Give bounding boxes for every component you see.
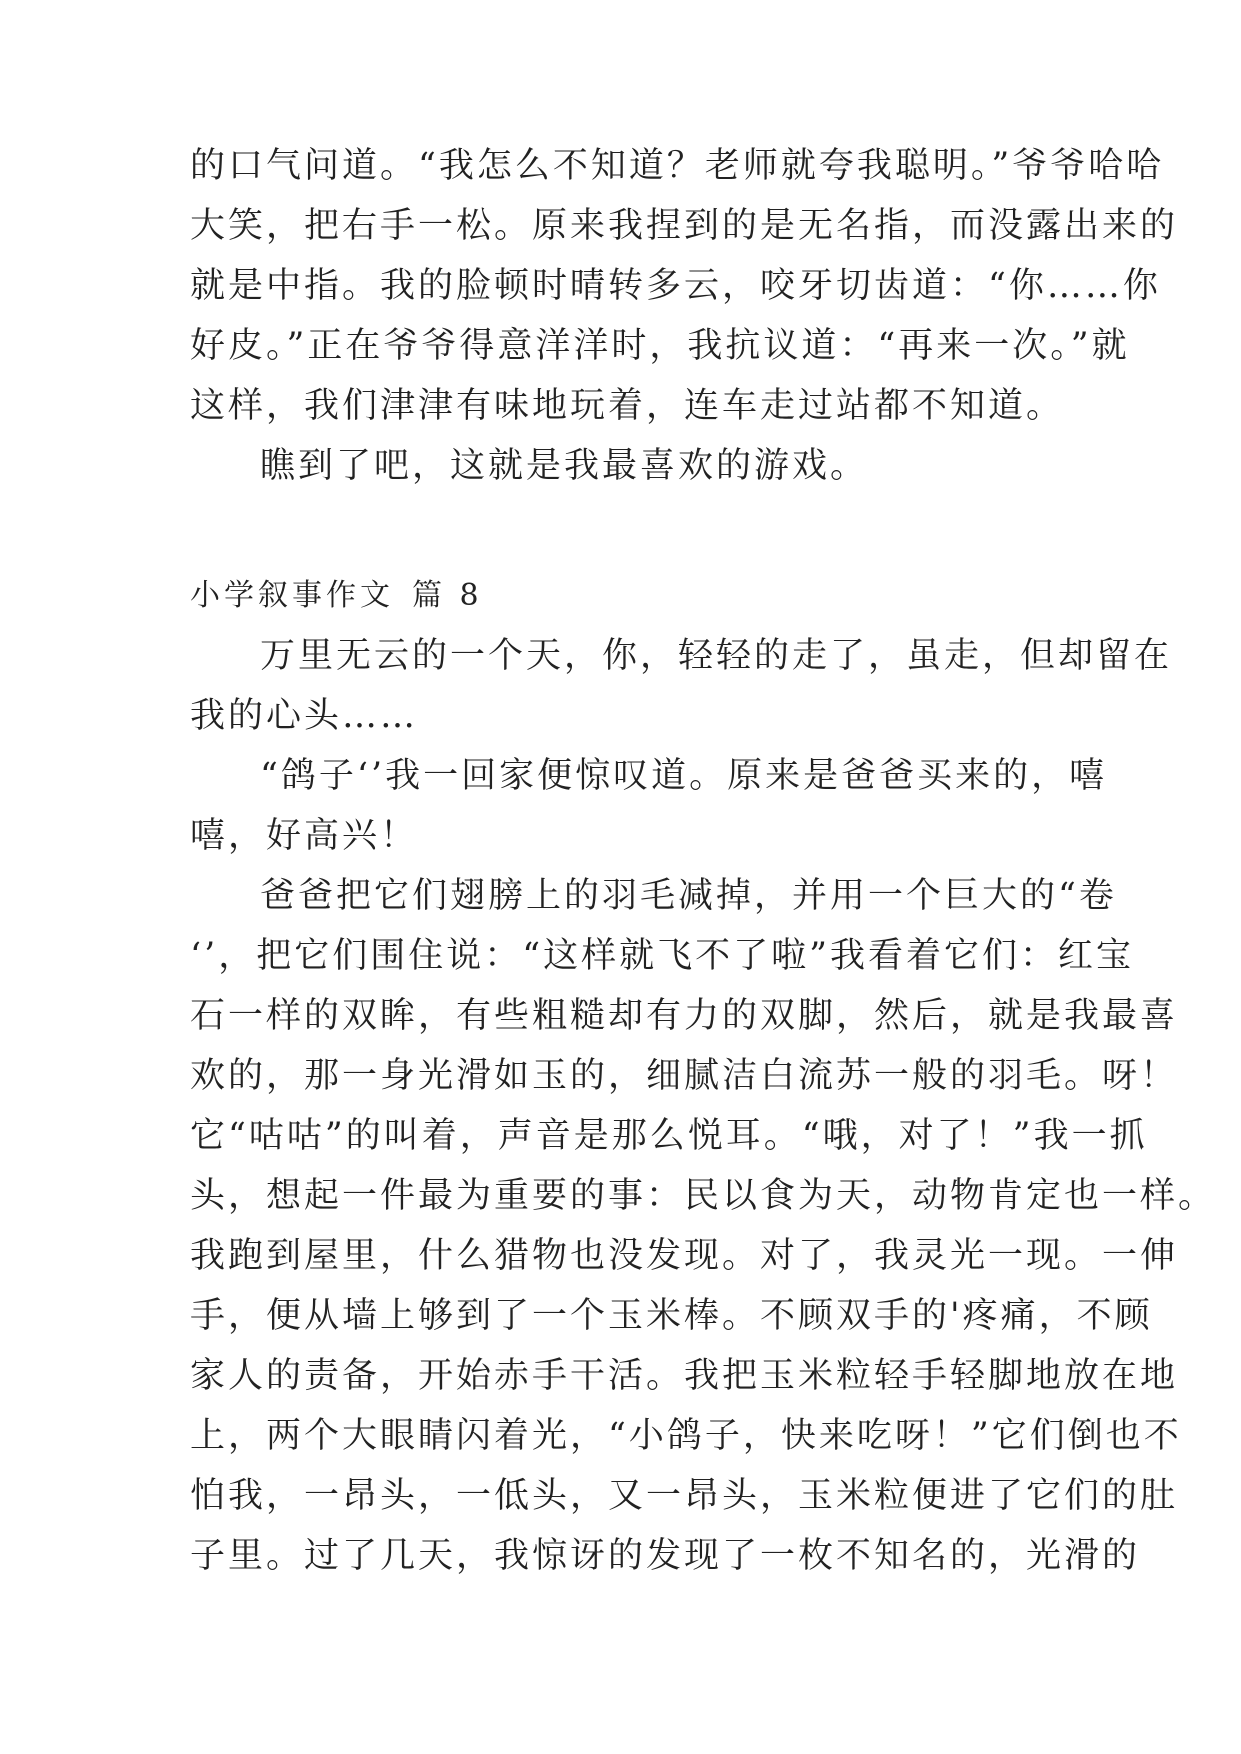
- text-line: 石一样的双眸，有些粗糙却有力的双脚，然后，就是我最喜: [190, 996, 1179, 1036]
- text-line: 的口气问道。“我怎么不知道？老师就夸我聪明。”爷爷哈哈: [190, 146, 1165, 186]
- text-line: 子里。过了几天，我惊讶的发现了一枚不知名的，光滑的: [190, 1536, 1141, 1576]
- text-line: 欢的，那一身光滑如玉的，细腻洁白流苏一般的羽毛。呀！: [190, 1056, 1179, 1096]
- text-line: 手，便从墙上够到了一个玉米棒。不顾双手的'疼痛，不顾: [190, 1296, 1153, 1336]
- paragraph-2: [190, 746, 1108, 866]
- text-line: 家人的责备，开始赤手干活。我把玉米粒轻手轻脚地放在地: [190, 1356, 1179, 1396]
- text-line: 就是中指。我的脸顿时晴转多云，咬牙切齿道：“你……你: [190, 266, 1161, 306]
- text-line: 瞧到了吧，这就是我最喜欢的游戏。: [260, 446, 869, 486]
- text-line: “鸽子‘’我一回家便惊叹道。原来是爸爸买来的，嘻: [260, 756, 1108, 796]
- text-line: 大笑，把右手一松。原来我捏到的是无名指，而没露出来的: [190, 206, 1179, 246]
- text-line: 怕我，一昂头，一低头，又一昂头，玉米粒便进了它们的肚: [190, 1476, 1179, 1516]
- section-number: 篇 8: [412, 578, 483, 613]
- prev-essay-closing: [190, 436, 1060, 496]
- text-line: 嘻，好高兴！: [190, 816, 419, 856]
- section-title: 小学叙事作文: [190, 578, 394, 613]
- text-line: 爸爸把它们翅膀上的羽毛减掉，并用一个巨大的“卷: [260, 876, 1117, 916]
- text-line: ‘’，把它们围住说：“这样就飞不了啦”我看着它们：红宝: [190, 936, 1135, 976]
- text-line: 万里无云的一个天，你，轻轻的走了，虽走，但却留在: [260, 636, 1173, 676]
- paragraph-3: [190, 866, 1217, 1586]
- prev-essay-paragraph: [190, 136, 1179, 436]
- text-line: 它“咕咕”的叫着，声音是那么悦耳。“哦，对了！”我一抓: [190, 1116, 1148, 1156]
- section-heading: [190, 566, 483, 626]
- text-line: 好皮。”正在爷爷得意洋洋时，我抗议道：“再来一次。”就: [190, 326, 1130, 366]
- text-line: 我的心头……: [190, 696, 419, 736]
- text-line: 我跑到屋里，什么猎物也没发现。对了，我灵光一现。一伸: [190, 1236, 1179, 1276]
- text-line: 这样，我们津津有味地玩着，连车走过站都不知道。: [190, 386, 1065, 426]
- text-line: 头，想起一件最为重要的事：民以食为天，动物肯定也一样。: [190, 1176, 1217, 1216]
- paragraph-1: [190, 626, 1173, 746]
- text-line: 上，两个大眼睛闪着光，“小鸽子，快来吃呀！”它们倒也不: [190, 1416, 1182, 1456]
